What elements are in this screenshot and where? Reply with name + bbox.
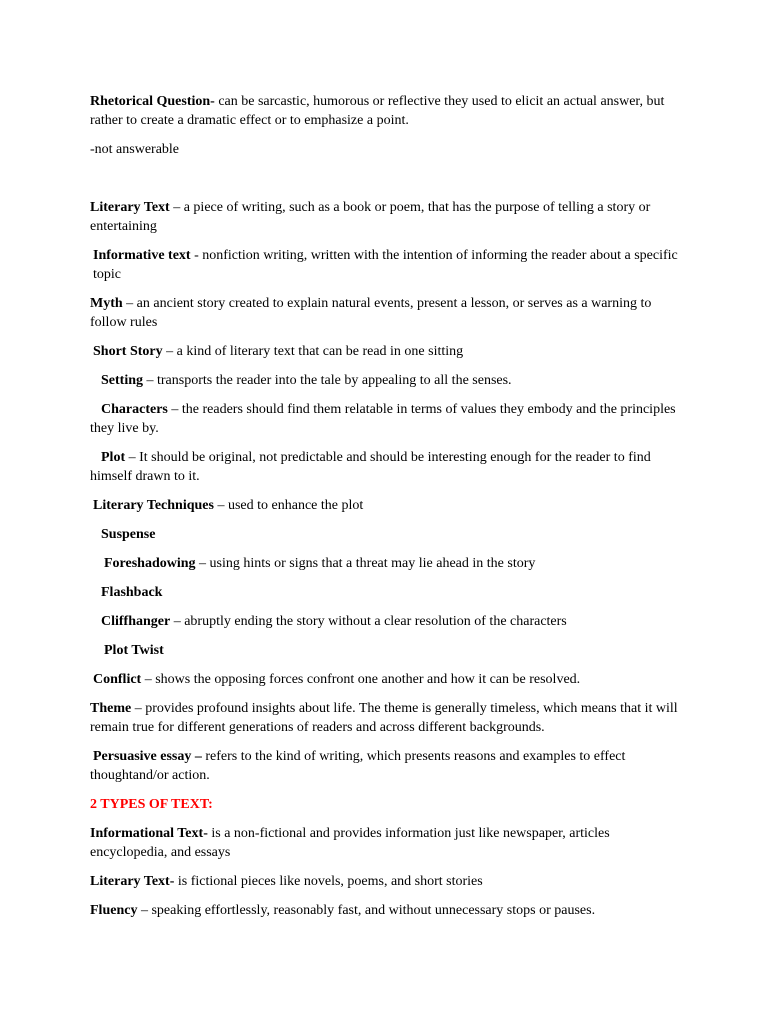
definition-literary-text-fiction: is fictional pieces like novels, poems, and short stories (174, 874, 483, 889)
term-literary-techniques: Literary Techniques (93, 498, 214, 513)
term-informational-text: Informational Text (90, 826, 204, 841)
term-separator: - (210, 94, 215, 109)
term-plot: Plot (101, 450, 126, 465)
informational-text-paragraph (90, 824, 680, 862)
literary-text-paragraph (90, 198, 680, 236)
term-fluency: Fluency (90, 903, 138, 918)
definition-conflict: – shows the opposing forces confront one another and how it can be resolved. (141, 672, 581, 687)
myth-paragraph (90, 294, 680, 332)
term-plot-twist: Plot Twist (104, 643, 164, 658)
term-rhetorical-question: Rhetorical Question (90, 94, 211, 109)
cliffhanger-paragraph (90, 612, 680, 631)
term-separator: - (169, 874, 175, 889)
conflict-paragraph (90, 670, 680, 689)
flashback-paragraph (90, 583, 680, 602)
term-informative-text: Informative text (93, 248, 191, 263)
informative-text-paragraph (90, 246, 680, 284)
definition-cliffhanger: – abruptly ending the story without a clear resolution of the characters (170, 614, 567, 629)
definition-persuasive-essay: refers to the kind of writing, which presents reasons and examples to effect thoughtand/or action. (90, 749, 626, 783)
definition-myth: – an ancient story created to explain natural events, present a lesson, or serves as a warning to follow rules (90, 296, 652, 330)
types-of-text-heading: 2 TYPES OF TEXT: (90, 797, 213, 812)
term-theme: Theme (90, 701, 132, 716)
rhetorical-question-note: -not answerable (90, 142, 180, 157)
suspense-paragraph (90, 525, 680, 544)
definition-plot: – It should be original, not predictable and should be interesting enough for the reader to find himself drawn to it. (90, 450, 651, 484)
term-conflict: Conflict (93, 672, 142, 687)
short-story-paragraph (90, 342, 680, 361)
definition-rhetorical-question: can be sarcastic, humorous or reflective they used to elicit an actual answer, but rather to create a dramatic effect or to emphasize a point. (90, 94, 665, 128)
term-persuasive-essay: Persuasive essay – (93, 749, 202, 764)
definition-informative-text: - nonfiction writing, written with the intention of informing the reader about a specific topic (93, 248, 678, 282)
characters-paragraph (90, 400, 680, 438)
theme-paragraph (90, 699, 680, 737)
term-literary-text-fiction: Literary Text (90, 874, 170, 889)
literary-techniques-paragraph (90, 496, 680, 515)
term-foreshadowing: Foreshadowing (104, 556, 196, 571)
definition-short-story: – a kind of literary text that can be read in one sitting (162, 344, 464, 359)
term-characters: Characters (101, 402, 168, 417)
term-flashback: Flashback (101, 585, 163, 600)
literary-text-fiction-paragraph (90, 872, 680, 891)
definition-characters: – the readers should find them relatable in terms of values they embody and the principles they live by. (90, 402, 676, 436)
definition-literary-text: – a piece of writing, such as a book or poem, that has the purpose of telling a story or entertaining (90, 200, 651, 234)
definition-theme: – provides profound insights about life. The theme is generally timeless, which means that it will remain true for different generations of readers and across different backgrounds. (90, 701, 678, 735)
definition-literary-techniques: – used to enhance the plot (213, 498, 364, 513)
term-separator: - (203, 826, 208, 841)
persuasive-essay-paragraph (90, 747, 680, 785)
definition-setting: – transports the reader into the tale by appealing to all the senses. (143, 373, 512, 388)
setting-paragraph (90, 371, 680, 390)
term-literary-text: Literary Text (90, 200, 170, 215)
plot-paragraph (90, 448, 680, 486)
document-body (90, 92, 680, 920)
plot-twist-paragraph (90, 641, 680, 660)
rhetorical-question-paragraph (90, 92, 680, 130)
definition-foreshadowing: – using hints or signs that a threat may lie ahead in the story (195, 556, 536, 571)
foreshadowing-paragraph (90, 554, 680, 573)
fluency-paragraph (90, 901, 680, 920)
term-short-story: Short Story (93, 344, 163, 359)
term-suspense: Suspense (101, 527, 156, 542)
term-cliffhanger: Cliffhanger (101, 614, 171, 629)
term-setting: Setting (101, 373, 143, 388)
term-myth: Myth (90, 296, 123, 311)
definition-informational-text: is a non-fictional and provides information just like newspaper, articles encyclopedia, and essays (90, 826, 610, 860)
definition-fluency: – speaking effortlessly, reasonably fast, and without unnecessary stops or pauses. (137, 903, 596, 918)
